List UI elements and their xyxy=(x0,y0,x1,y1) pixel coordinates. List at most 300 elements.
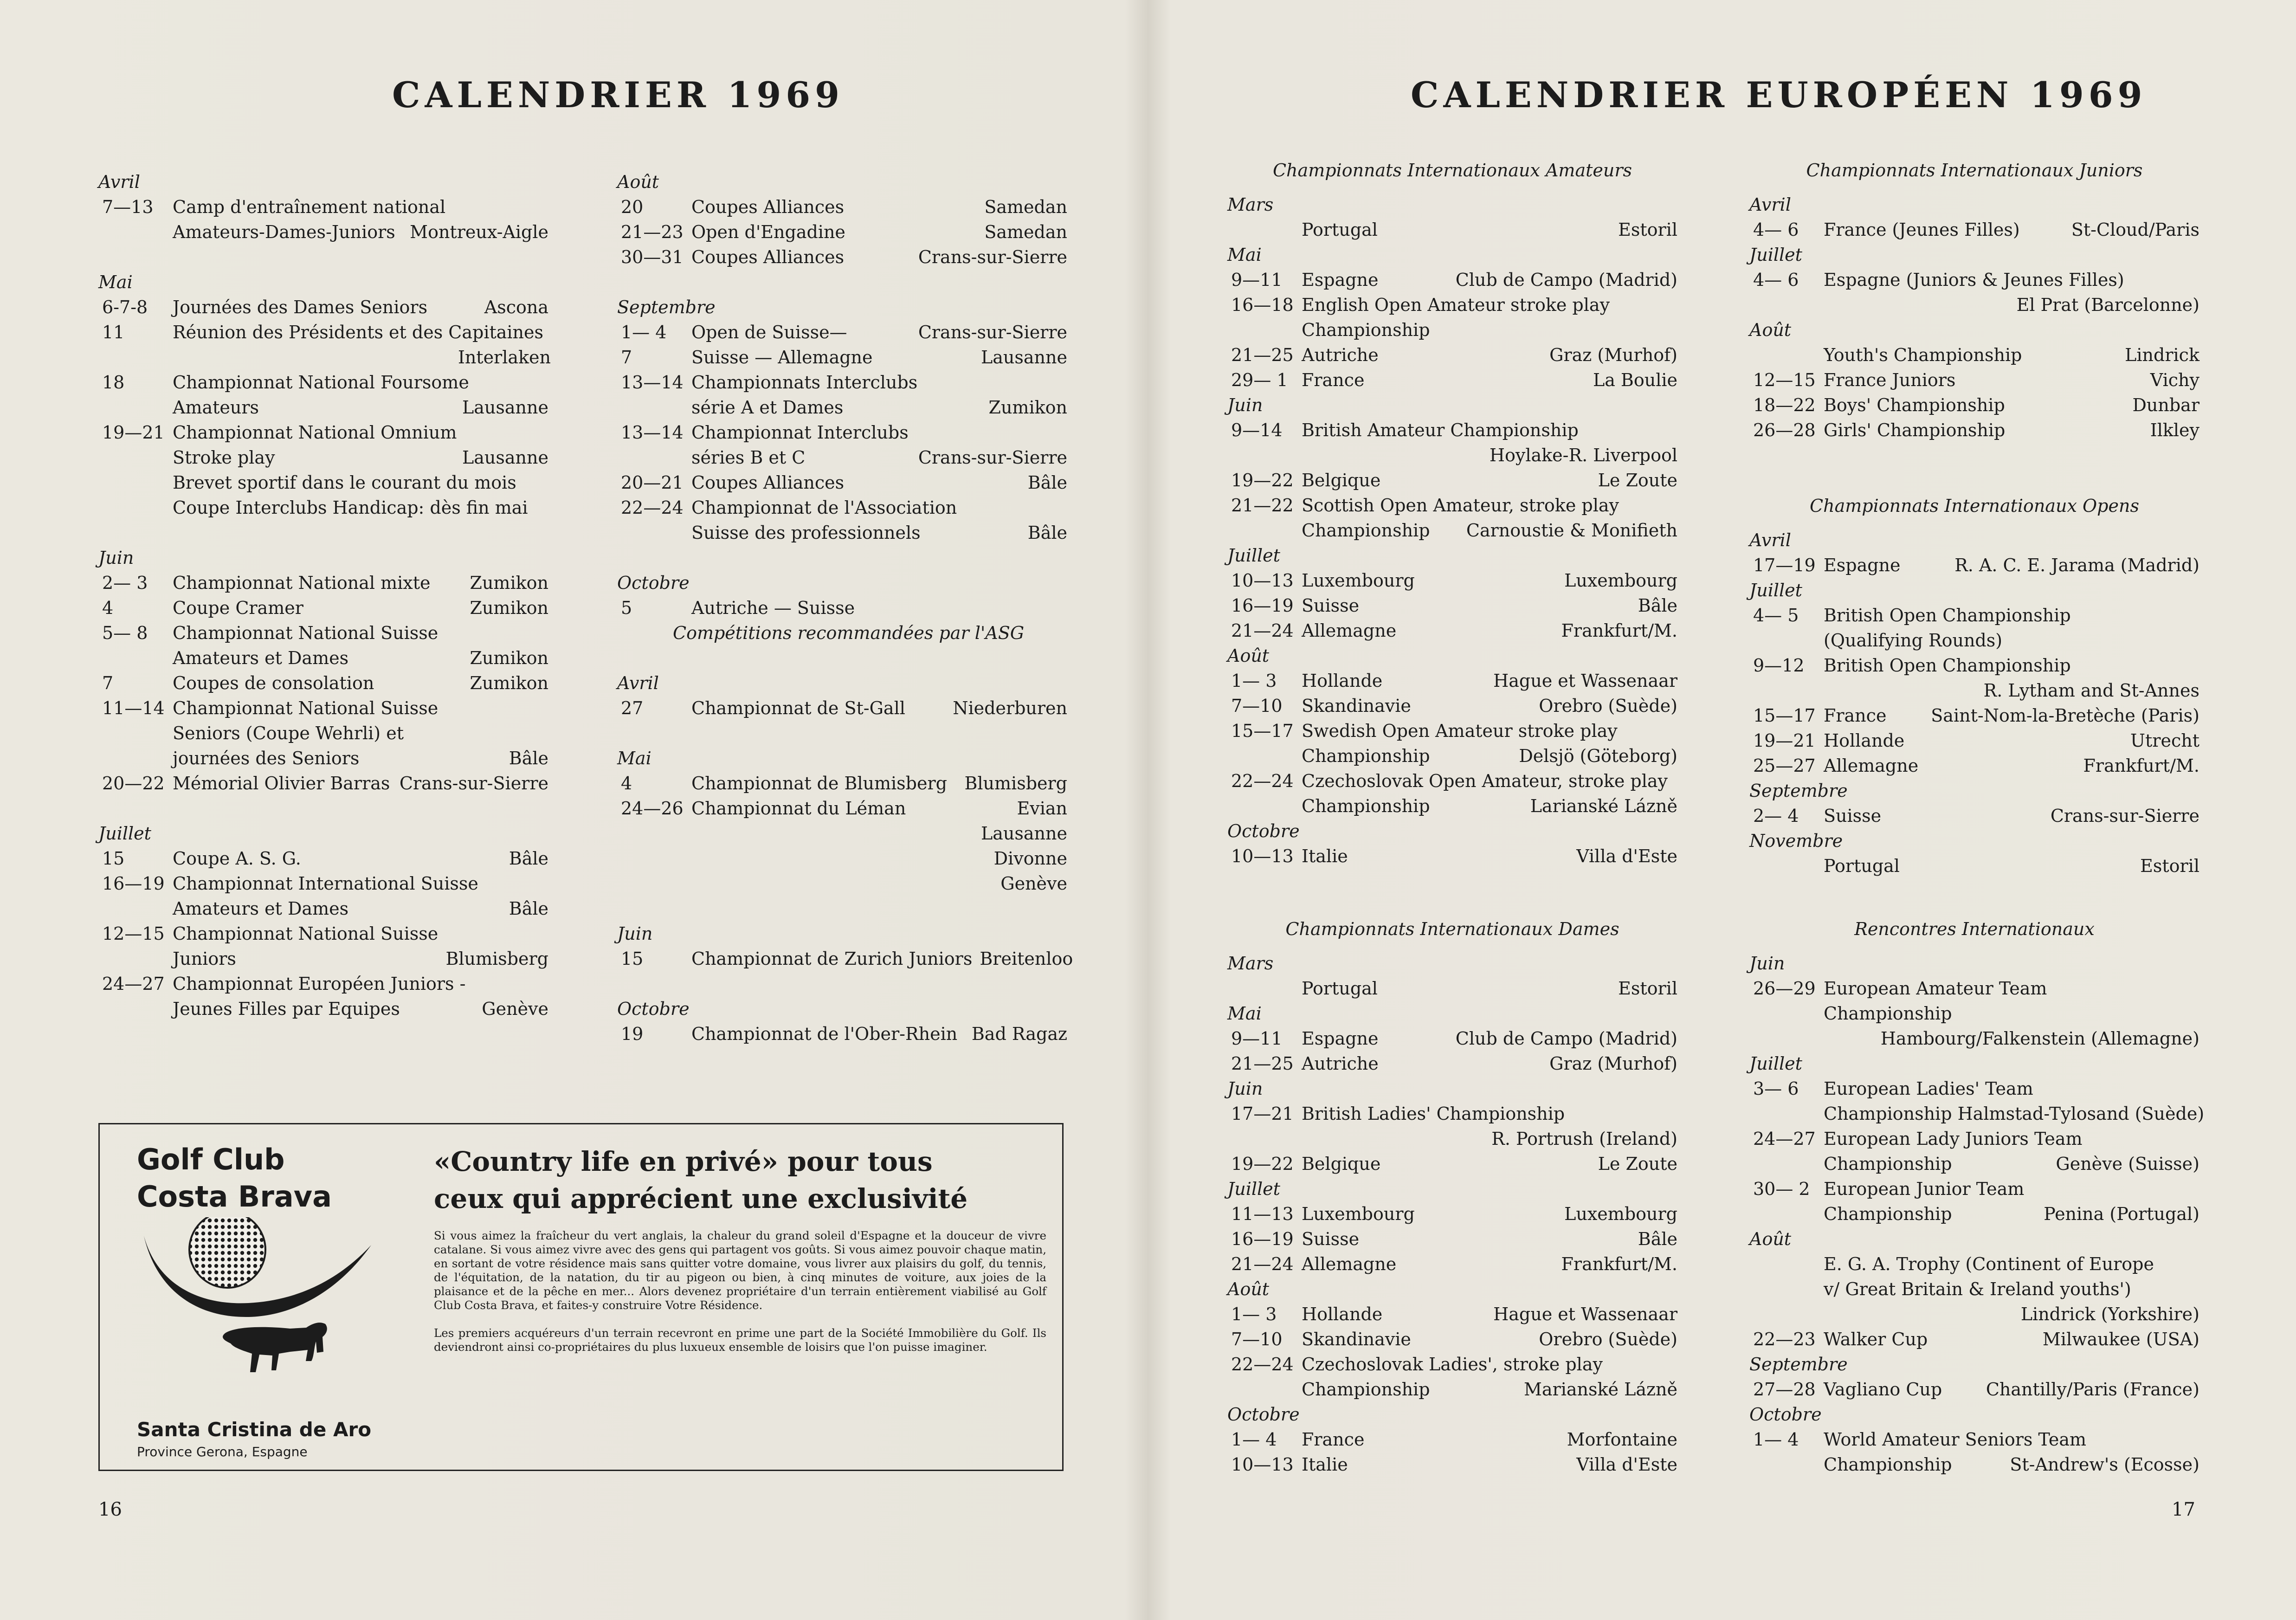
entry-text xyxy=(1824,368,2199,393)
event-venue: St-Andrew's (Ecosse) xyxy=(2010,1454,2199,1475)
calendar-entry xyxy=(1749,1327,2199,1352)
event-name: Open de Suisse— xyxy=(691,322,847,342)
page-number-left: 16 xyxy=(98,1499,122,1520)
event-name: Suisse des professionnels xyxy=(691,523,921,543)
event-name: Coupes Alliances xyxy=(691,472,845,493)
event-venue: Saint-Nom-la-Bretèche (Paris) xyxy=(1931,705,2199,726)
event-name: Vagliano Cup xyxy=(1824,1379,1942,1400)
calendar-entry xyxy=(1227,1302,1677,1327)
entry-line xyxy=(1302,976,1677,1001)
calendar-entry xyxy=(617,470,1067,495)
entry-line xyxy=(691,796,1067,821)
entry-line xyxy=(173,771,548,796)
entry-line xyxy=(1824,603,2199,628)
event-venue: Bâle xyxy=(509,898,548,919)
event-name: British Open Championship xyxy=(1824,605,2071,626)
entry-date: 7 xyxy=(621,347,632,368)
event-name: Championship xyxy=(1824,1003,1952,1024)
calendar-entry xyxy=(1227,593,1677,618)
entry-line xyxy=(1824,853,2199,878)
entry-line xyxy=(691,520,1067,545)
calendar-entry xyxy=(1227,618,1677,643)
entry-line xyxy=(1302,718,1677,743)
entry-line xyxy=(1824,1001,2199,1026)
month-label: Juin xyxy=(1749,953,1785,974)
event-venue xyxy=(1670,317,1677,342)
calendar-entry xyxy=(98,570,548,595)
month-label: Octobre xyxy=(1227,821,1300,841)
calendar-entry xyxy=(1749,653,2199,703)
entry-line xyxy=(1824,1176,2199,1201)
entry-date: 15 xyxy=(621,949,644,969)
entry-text xyxy=(1302,1051,1677,1076)
calendar-entry xyxy=(98,971,548,1021)
event-name: Championship Halmstad-Tylosand (Suède) xyxy=(1824,1104,2205,1124)
entry-text xyxy=(173,921,548,971)
event-name: Coupe Interclubs Handicap: dès fin mai xyxy=(173,497,528,518)
event-venue xyxy=(1670,418,1677,443)
calendar-entry xyxy=(1227,267,1677,292)
calendar-entry xyxy=(98,295,548,320)
calendar-entry xyxy=(1749,728,2199,753)
entry-line xyxy=(691,245,1067,270)
event-name: European Ladies' Team xyxy=(1824,1078,2033,1099)
event-name: Coupes de consolation xyxy=(173,673,374,693)
event-venue xyxy=(2192,1277,2199,1302)
entry-text xyxy=(1302,1201,1677,1226)
event-venue: Luxembourg xyxy=(1564,570,1677,591)
event-venue: Hoylake-R. Liverpool xyxy=(1489,445,1677,465)
event-venue: Orebro (Suède) xyxy=(1539,696,1677,716)
event-name: British Open Championship xyxy=(1824,655,2071,676)
entry-line xyxy=(1302,267,1677,292)
entry-date: 1— 3 xyxy=(1231,1304,1277,1324)
event-name: Hollande xyxy=(1302,1304,1383,1324)
entry-text xyxy=(1302,1226,1677,1252)
event-venue xyxy=(2192,603,2199,628)
event-venue: Estoril xyxy=(2140,856,2199,876)
entry-date: 18—22 xyxy=(1753,395,1816,415)
event-name: Championnat du Léman xyxy=(691,798,906,819)
event-name: Walker Cup xyxy=(1824,1329,1928,1349)
event-venue: Hague et Wassenaar xyxy=(1493,671,1677,691)
entry-line xyxy=(173,219,548,245)
entry-line xyxy=(691,696,1067,721)
event-name: Espagne xyxy=(1302,1028,1379,1049)
entry-date: 10—13 xyxy=(1231,846,1294,866)
entry-date: 11 xyxy=(102,322,125,342)
entry-date: 26—28 xyxy=(1753,420,1816,440)
entry-text xyxy=(691,796,1067,896)
event-name: Mémorial Olivier Barras xyxy=(173,773,390,794)
calendar-entry xyxy=(1749,1252,2199,1327)
entry-line xyxy=(173,295,548,320)
event-name: France Juniors xyxy=(1824,370,1956,390)
event-venue xyxy=(2192,1176,2199,1201)
event-venue: R. Portrush (Ireland) xyxy=(1491,1129,1677,1149)
event-venue xyxy=(541,194,548,219)
event-venue: Utrecht xyxy=(2130,730,2199,751)
entry-text xyxy=(1302,668,1677,693)
entry-line xyxy=(1302,1327,1677,1352)
event-venue: Crans-sur-Sierre xyxy=(918,247,1067,267)
event-name: Italie xyxy=(1302,846,1348,866)
entry-line xyxy=(691,370,1067,395)
event-venue: Niederburen xyxy=(953,698,1067,718)
event-name: Camp d'entraînement national xyxy=(173,197,446,217)
entry-line xyxy=(1302,418,1677,443)
event-name: Championnat National Suisse xyxy=(173,623,439,643)
entry-date: 1— 4 xyxy=(621,322,667,342)
entry-text xyxy=(1824,653,2199,703)
event-venue xyxy=(2192,1001,2199,1026)
event-name: Youth's Championship xyxy=(1824,345,2022,365)
entry-line xyxy=(1302,468,1677,493)
event-venue: St-Cloud/Paris xyxy=(2071,219,2199,240)
event-venue: Zumikon xyxy=(470,648,548,668)
event-name: Portugal xyxy=(1302,978,1378,999)
calendar-entry xyxy=(1749,1176,2199,1226)
entry-text xyxy=(1824,1327,2199,1352)
entry-line xyxy=(691,771,1067,796)
event-name: Luxembourg xyxy=(1302,1204,1415,1224)
entry-line xyxy=(1302,693,1677,718)
entry-text xyxy=(691,194,1067,219)
calendar-entry xyxy=(1227,493,1677,543)
entry-text xyxy=(1302,1101,1677,1151)
entry-text xyxy=(1824,342,2199,368)
entry-text xyxy=(1824,728,2199,753)
entry-line xyxy=(173,420,548,445)
event-name: France xyxy=(1302,370,1365,390)
event-name: Skandinavie xyxy=(1302,696,1411,716)
entry-date: 21—25 xyxy=(1231,1053,1294,1074)
entry-line xyxy=(1302,844,1677,869)
event-venue: Evian xyxy=(1017,798,1067,819)
entry-date: 30— 2 xyxy=(1753,1179,1810,1199)
entry-date: 24—27 xyxy=(102,974,165,994)
event-venue: Genève xyxy=(482,999,548,1019)
entry-line xyxy=(1824,418,2199,443)
entry-text xyxy=(1824,553,2199,578)
entry-date: 21—25 xyxy=(1231,345,1294,365)
event-venue: Bâle xyxy=(1638,595,1677,616)
entry-line xyxy=(1302,1377,1677,1402)
calendar-entry xyxy=(617,946,1073,971)
entry-line xyxy=(173,470,548,495)
entry-text xyxy=(1824,267,2199,317)
entry-line xyxy=(1824,653,2199,678)
entry-line xyxy=(691,1021,1067,1046)
entry-text xyxy=(691,771,1067,796)
event-name: Open d'Engadine xyxy=(691,222,845,242)
entry-line xyxy=(173,370,548,395)
entry-text xyxy=(691,696,1067,721)
event-venue: Frankfurt/M. xyxy=(2083,755,2199,776)
calendar-entry xyxy=(1227,718,1677,768)
entry-line xyxy=(1824,1126,2199,1151)
month-label: Avril xyxy=(617,673,659,693)
event-name: Suisse xyxy=(1302,595,1360,616)
event-name: Championship xyxy=(1302,1379,1430,1400)
event-venue: Blumisberg xyxy=(445,949,548,969)
month-label: Juillet xyxy=(1749,245,1802,265)
event-name: Championship xyxy=(1302,746,1430,766)
entry-date: 18 xyxy=(102,372,125,393)
calendar-entry xyxy=(617,219,1067,245)
calendar-entry xyxy=(1749,553,2199,578)
event-venue xyxy=(1670,493,1677,518)
calendar-entry xyxy=(98,194,548,245)
entry-line xyxy=(1824,217,2199,242)
entry-line xyxy=(1302,768,1677,794)
entry-text xyxy=(173,295,548,320)
calendar-entry xyxy=(1227,1101,1677,1151)
entry-line xyxy=(173,871,548,896)
entry-line xyxy=(691,821,1067,846)
month-label: Mai xyxy=(1227,245,1262,265)
entry-date: 16—18 xyxy=(1231,295,1294,315)
entry-text xyxy=(1302,718,1677,768)
event-venue: Hague et Wassenaar xyxy=(1493,1304,1677,1324)
event-name: Swedish Open Amateur stroke play xyxy=(1302,721,1618,741)
event-name: English Open Amateur stroke play xyxy=(1302,295,1610,315)
entry-date: 1— 4 xyxy=(1231,1429,1277,1450)
calendar-entry xyxy=(98,771,548,796)
entry-text xyxy=(1302,368,1677,393)
entry-text xyxy=(173,971,548,1021)
entry-line xyxy=(1302,1026,1677,1051)
section-heading: Rencontres Internationaux xyxy=(1854,919,2095,939)
entry-date: 2— 3 xyxy=(102,573,148,593)
event-venue: Lindrick (Yorkshire) xyxy=(2020,1304,2199,1324)
entry-date: 21—24 xyxy=(1231,1254,1294,1274)
ad-headline: «Country life en privé» pour tous ceux qui apprécient une exclusivité xyxy=(434,1146,968,1214)
calendar-entry xyxy=(1227,1327,1677,1352)
entry-text xyxy=(1302,292,1677,342)
calendar-entry xyxy=(617,420,1067,470)
entry-date: 19—21 xyxy=(102,422,165,443)
entry-line xyxy=(1824,1252,2199,1277)
entry-date: 21—23 xyxy=(621,222,684,242)
event-venue: Lausanne xyxy=(981,347,1067,368)
entry-date: 7—13 xyxy=(102,197,154,217)
event-name: Portugal xyxy=(1302,219,1378,240)
event-venue: Graz (Murhof) xyxy=(1549,345,1677,365)
event-name: Amateurs et Dames xyxy=(173,898,349,919)
event-venue: Blumisberg xyxy=(964,773,1067,794)
event-venue: Villa d'Este xyxy=(1576,1454,1677,1475)
entry-line xyxy=(1302,743,1677,768)
month-label: Juin xyxy=(98,548,134,568)
entry-line xyxy=(173,595,548,620)
entry-date: 22—23 xyxy=(1753,1329,1816,1349)
entry-line xyxy=(1302,1352,1677,1377)
entry-date: 11—14 xyxy=(102,698,165,718)
month-label: Octobre xyxy=(1227,1404,1300,1425)
entry-date: 10—13 xyxy=(1231,570,1294,591)
entry-line xyxy=(1302,568,1677,593)
event-venue: Villa d'Este xyxy=(1576,846,1677,866)
entry-line xyxy=(173,996,548,1021)
entry-text xyxy=(173,771,548,796)
entry-date: 16—19 xyxy=(102,873,165,894)
event-venue: Genève xyxy=(1000,873,1067,894)
page-title-right: CALENDRIER EUROPÉEN 1969 xyxy=(1411,74,2147,116)
event-name: Boys' Championship xyxy=(1824,395,2005,415)
entry-line xyxy=(691,846,1067,871)
event-name: Stroke play xyxy=(173,447,275,468)
event-name: Championnat National Omnium xyxy=(173,422,457,443)
event-name: (Qualifying Rounds) xyxy=(1824,630,2003,651)
event-name: Championship xyxy=(1824,1204,1952,1224)
event-venue xyxy=(541,470,548,495)
event-venue: Bâle xyxy=(1027,523,1067,543)
entry-line xyxy=(1302,443,1677,468)
event-venue xyxy=(1060,370,1067,395)
event-name: Juniors xyxy=(173,949,236,969)
event-venue: Delsjö (Göteborg) xyxy=(1519,746,1677,766)
entry-line xyxy=(1302,368,1677,393)
entry-line xyxy=(1824,1277,2199,1302)
month-label: Septembre xyxy=(1749,781,1848,801)
event-name: Portugal xyxy=(1824,856,1900,876)
entry-line xyxy=(1824,342,2199,368)
event-name: Espagne (Juniors & Jeunes Filles) xyxy=(1824,270,2124,290)
entry-text xyxy=(1302,342,1677,368)
entry-line xyxy=(1824,1076,2212,1101)
calendar-entry xyxy=(1227,217,1677,242)
event-venue: Lausanne xyxy=(462,447,548,468)
event-venue: Montreux-Aigle xyxy=(410,222,548,242)
entry-line xyxy=(691,470,1067,495)
entry-date: 7—10 xyxy=(1231,696,1283,716)
event-name: France xyxy=(1824,705,1887,726)
entry-text xyxy=(173,671,548,696)
entry-line xyxy=(1824,1302,2199,1327)
entry-text xyxy=(1824,703,2199,728)
entry-date: 27—28 xyxy=(1753,1379,1816,1400)
entry-line xyxy=(173,570,548,595)
entry-date: 16—19 xyxy=(1231,1229,1294,1249)
calendar-entry xyxy=(1749,1427,2199,1477)
calendar-entry xyxy=(1749,603,2199,653)
calendar-entry xyxy=(1227,1352,1677,1402)
entry-text xyxy=(1302,844,1677,869)
event-venue: R. Lytham and St-Annes xyxy=(1983,680,2199,701)
event-name: Czechoslovak Ladies', stroke play xyxy=(1302,1354,1603,1375)
entry-text xyxy=(1302,468,1677,493)
event-venue: Ascona xyxy=(484,297,548,317)
event-venue xyxy=(541,721,548,746)
entry-line xyxy=(173,345,551,370)
event-name: Autriche — Suisse xyxy=(691,598,855,618)
entry-date: 1— 4 xyxy=(1753,1429,1799,1450)
entry-date: 16—19 xyxy=(1231,595,1294,616)
event-name: Championnat de Zurich Juniors xyxy=(691,949,973,969)
event-venue: Breitenloo xyxy=(980,949,1073,969)
entry-text xyxy=(1302,1452,1677,1477)
section-amateurs xyxy=(1227,158,1677,869)
entry-line xyxy=(173,721,548,746)
entry-line xyxy=(173,495,548,520)
entry-date: 25—27 xyxy=(1753,755,1816,776)
event-name: Belgique xyxy=(1302,470,1381,491)
ad-body-text: Si vous aimez la fraîcheur du vert anglais, la chaleur du grand soleil d'Espagne et la douceur de vivre catalane. Si vous aimez vivre avec des gens qui partagent vos goûts. Si vous aimez pouvoir chaque matin, en sortant de votre résidence mais sans quitter votre domaine, vous livrer aux plaisirs du golf, du tennis, de l'équitation, de la natation, du tir au pigeon ou bien, à cinq minutes de voiture, aux joies de la plaisance et de la pêche en mer... Alors devenez propriétaire d'un terrain entièrement viabilisé au Golf Club Costa Brava, et faites-y construire Votre Résidence. Les premiers acquéreurs d'un terrain recevront en prime une part de la Société Immobilière du Golf. Ils deviendront ainsi co-propriétaires du plus luxueux ensemble de loisirs que l'on puisse imaginer. xyxy=(434,1229,1046,1354)
calendar-entry xyxy=(617,595,1067,620)
calendar-entry xyxy=(98,595,548,620)
calendar-entry xyxy=(1227,1051,1677,1076)
event-name: France (Jeunes Filles) xyxy=(1824,219,2020,240)
entry-line xyxy=(1302,493,1677,518)
entry-date: 12—15 xyxy=(102,923,165,944)
entry-date: 11—13 xyxy=(1231,1204,1294,1224)
event-name: Seniors (Coupe Wehrli) et xyxy=(173,723,404,743)
section-juniors xyxy=(1749,158,2199,443)
entry-text xyxy=(173,846,548,871)
ad-location: Santa Cristina de Aro Province Gerona, Espagne xyxy=(137,1418,372,1459)
event-name: Girls' Championship xyxy=(1824,420,2006,440)
calendar-entry xyxy=(1749,393,2199,418)
entry-text xyxy=(1824,1427,2199,1477)
event-venue xyxy=(2204,1101,2212,1126)
event-name: Hollande xyxy=(1302,671,1383,691)
month-label: Mars xyxy=(1227,194,1274,215)
month-label: Octobre xyxy=(1749,1404,1822,1425)
month-label: Mai xyxy=(98,272,133,292)
calendar-entry xyxy=(98,620,548,671)
entry-text xyxy=(691,219,1067,245)
event-venue xyxy=(1060,595,1067,620)
calendar-entry xyxy=(617,370,1067,420)
event-venue: Frankfurt/M. xyxy=(1561,1254,1677,1274)
entry-line xyxy=(1824,1201,2199,1226)
event-name: British Amateur Championship xyxy=(1302,420,1579,440)
event-venue: Estoril xyxy=(1618,219,1677,240)
event-name: Italie xyxy=(1302,1454,1348,1475)
event-name: Championnats Interclubs xyxy=(691,372,918,393)
event-venue xyxy=(2192,1252,2199,1277)
entry-text xyxy=(1302,693,1677,718)
event-name: Championnat Européen Juniors - xyxy=(173,974,466,994)
entry-line xyxy=(1302,1101,1677,1126)
event-venue: Marianské Lázně xyxy=(1524,1379,1677,1400)
entry-text xyxy=(1824,1377,2199,1402)
event-venue xyxy=(541,370,548,395)
entry-line xyxy=(1824,368,2199,393)
event-venue: R. A. C. E. Jarama (Madrid) xyxy=(1954,555,2199,575)
calendar-entry xyxy=(98,846,548,871)
calendar-entry xyxy=(1749,1377,2199,1402)
section-heading: Championnats Internationaux Juniors xyxy=(1806,160,2143,181)
entry-line xyxy=(691,194,1067,219)
entry-line xyxy=(1824,1377,2199,1402)
event-name: Coupe A. S. G. xyxy=(173,848,301,869)
event-venue xyxy=(2192,628,2199,653)
entry-text xyxy=(691,946,1073,971)
entry-line xyxy=(1824,678,2199,703)
month-label: Avril xyxy=(1749,530,1791,550)
event-venue: Crans-sur-Sierre xyxy=(918,322,1067,342)
entry-line xyxy=(1302,618,1677,643)
event-name: Amateurs-Dames-Juniors xyxy=(173,222,395,242)
calendar-entry xyxy=(1749,853,2199,878)
event-name: France xyxy=(1302,1429,1365,1450)
section-heading: Championnats Internationaux Opens xyxy=(1810,496,2139,516)
entry-date: 21—24 xyxy=(1231,620,1294,641)
entry-text xyxy=(173,570,548,595)
calendar-column-left-2 xyxy=(617,169,1073,1046)
